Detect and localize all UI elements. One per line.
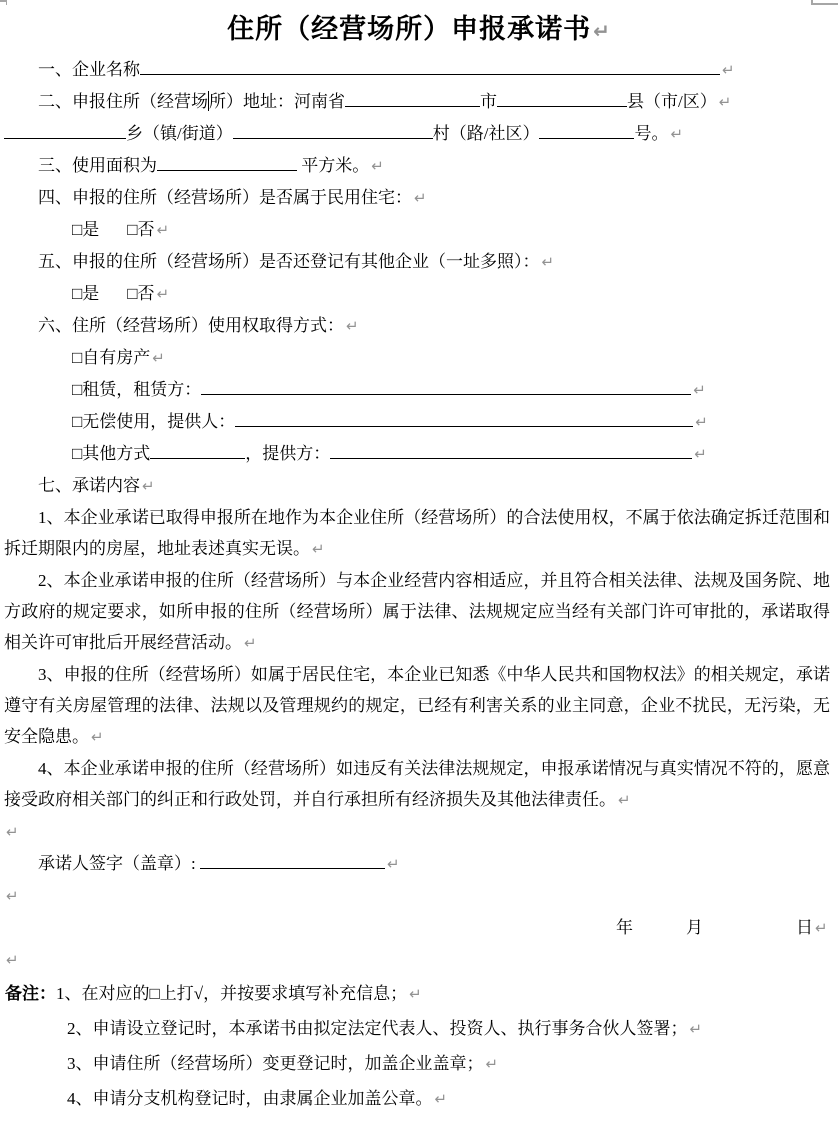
document-title <box>0 5 838 54</box>
paragraph-mark-icon: ↵ <box>815 919 828 937</box>
paragraph-mark-icon: ↵ <box>618 791 631 809</box>
village-blank[interactable] <box>233 121 433 139</box>
address-label-before-caret: 二、申报住所（经营场 <box>38 92 208 111</box>
free-use-checkbox[interactable]: □无偿使用，提供人： <box>72 412 236 431</box>
village-label: 村（路/社区） <box>432 124 540 143</box>
paragraph-mark-icon: ↵ <box>6 823 19 841</box>
form-item-4 <box>4 182 830 214</box>
window-edge-fragment-right <box>811 0 838 5</box>
paragraph-mark-icon: ↵ <box>6 887 19 905</box>
other-method-checkbox[interactable]: □其他方式 <box>72 444 151 463</box>
paragraph-mark-icon: ↵ <box>722 61 735 79</box>
paragraph-mark-icon: ↵ <box>409 985 422 1003</box>
area-blank[interactable] <box>157 153 297 171</box>
option-own-property-row <box>4 342 830 374</box>
other-method-blank[interactable] <box>150 441 245 459</box>
window-edge-fragment-left <box>0 0 7 5</box>
note-row-3 <box>5 1046 838 1081</box>
paragraph-mark-icon: ↵ <box>414 189 427 207</box>
commitment-text-2: 2、本企业承诺申报的住所（经营场所）与本企业经营内容相适应，并且符合相关法律、法规及国务院、地方政府的规定要求，如所申报的住所（经营场所）属于法律、法规规定应当经有关部门许可审批的，承诺取得相关许可审批后开展经营活动。 <box>4 571 830 652</box>
paragraph-mark-icon: ↵ <box>695 413 708 431</box>
paragraph-mark-icon: ↵ <box>386 855 400 873</box>
paragraph-mark-icon: ↵ <box>156 285 170 303</box>
no-checkbox-q5[interactable]: □否 <box>127 284 155 303</box>
document-title-text: 住所（经营场所）申报承诺书 <box>227 14 592 44</box>
paragraph-mark-icon: ↵ <box>541 253 555 271</box>
city-label: 市 <box>480 92 497 111</box>
paragraph-mark-icon: ↵ <box>6 951 19 969</box>
note-row-1 <box>5 976 838 1011</box>
township-blank[interactable] <box>4 121 126 139</box>
own-property-checkbox[interactable]: □自有房产 <box>72 348 151 367</box>
notes-section <box>0 976 838 1116</box>
provider-party-blank[interactable] <box>330 441 692 459</box>
paragraph-mark-icon: ↵ <box>371 157 384 175</box>
township-label: 乡（镇/街道） <box>126 124 233 143</box>
note-text-1: 1、在对应的□上打√，并按要求填写补充信息； <box>56 984 408 1003</box>
paragraph-mark-icon: ↵ <box>244 634 257 652</box>
note-row-4 <box>5 1081 838 1116</box>
commitment-paragraph-3 <box>4 659 830 753</box>
paragraph-mark-icon: ↵ <box>670 125 684 143</box>
company-name-blank[interactable] <box>140 57 720 75</box>
paragraph-mark-icon: ↵ <box>689 1020 703 1038</box>
form-item-5-options <box>4 278 830 310</box>
other-provider-label: ，提供方： <box>245 444 331 463</box>
commitment-paragraph-4 <box>4 753 830 816</box>
paragraph-mark-icon: ↵ <box>694 445 707 463</box>
notes-label: 备注： <box>5 984 56 1003</box>
provider-person-blank[interactable] <box>235 409 693 427</box>
company-name-label: 一、企业名称 <box>38 60 140 79</box>
year-label: 年 <box>616 918 633 937</box>
paragraph-mark-icon: ↵ <box>152 349 165 367</box>
option-other-row <box>4 438 830 470</box>
option-free-use-row <box>4 406 830 438</box>
paragraph-mark-icon: ↵ <box>718 93 732 111</box>
empty-paragraph <box>4 816 830 848</box>
form-item-1 <box>4 54 830 86</box>
note-row-2 <box>5 1011 838 1046</box>
form-item-7 <box>4 470 830 502</box>
form-body <box>0 54 838 976</box>
commitment-text-3: 3、申报的住所（经营场所）如属于居民住宅，本企业已知悉《中华人民共和国物权法》的相关规定，承诺遵守有关房屋管理的法律、法规以及管理规约的规定，已经有利害关系的业主同意，企业不扰民，无污染，无安全隐患。 <box>4 665 830 746</box>
empty-paragraph <box>4 944 830 976</box>
county-label: 县（市/区） <box>627 92 717 111</box>
residential-question-label: 四、申报的住所（经营场所）是否属于民用住宅： <box>38 188 412 207</box>
no-checkbox-q4[interactable]: □否 <box>127 220 155 239</box>
note-text-3: 3、申请住所（经营场所）变更登记时，加盖企业盖章； <box>67 1054 484 1073</box>
paragraph-mark-icon: ↵ <box>693 381 706 399</box>
usage-right-question-label: 六、住所（经营场所）使用权取得方式： <box>38 316 344 335</box>
form-item-6 <box>4 310 830 342</box>
paragraph-mark-icon: ↵ <box>593 19 611 43</box>
day-label: 日 <box>796 918 813 937</box>
form-item-2 <box>4 86 830 118</box>
lease-checkbox[interactable]: □租赁，租赁方： <box>72 380 202 399</box>
signature-blank[interactable] <box>200 851 385 869</box>
yes-checkbox-q4[interactable]: □是 <box>72 220 100 239</box>
paragraph-mark-icon: ↵ <box>91 728 104 746</box>
month-label: 月 <box>686 918 703 937</box>
commitment-text-4: 4、本企业承诺申报的住所（经营场所）如违反有关法律法规规定，申报承诺情况与真实情况不符的，愿意接受政府相关部门的纠正和行政处罚，并自行承担所有经济损失及其他法律责任。 <box>4 759 830 809</box>
area-unit-label: 平方米。 <box>297 156 370 175</box>
street-number-label: 号。 <box>634 124 669 143</box>
note-text-4: 4、申请分支机构登记时，由隶属企业加盖公章。 <box>67 1089 433 1108</box>
signature-row <box>4 848 830 880</box>
empty-paragraph <box>4 880 830 912</box>
date-row <box>4 912 830 944</box>
paragraph-mark-icon: ↵ <box>142 477 155 495</box>
form-item-5 <box>4 246 830 278</box>
multi-license-question-label: 五、申报的住所（经营场所）是否还登记有其他企业（一址多照）： <box>38 252 540 271</box>
form-item-3 <box>4 150 830 182</box>
paragraph-mark-icon: ↵ <box>156 221 170 239</box>
city-blank[interactable] <box>497 89 627 107</box>
paragraph-mark-icon: ↵ <box>346 317 359 335</box>
province-city-blank[interactable] <box>345 89 480 107</box>
yes-checkbox-q5[interactable]: □是 <box>72 284 100 303</box>
commitment-section-label: 七、承诺内容 <box>38 476 140 495</box>
signature-label: 承诺人签字（盖章）: <box>38 854 200 873</box>
commitment-paragraph-2 <box>4 565 830 659</box>
form-item-4-options <box>4 214 830 246</box>
street-number-blank[interactable] <box>539 121 634 139</box>
address-label-after-caret: 所）地址：河南省 <box>209 92 345 111</box>
paragraph-mark-icon: ↵ <box>434 1090 448 1108</box>
paragraph-mark-icon: ↵ <box>312 540 325 558</box>
lessor-blank[interactable] <box>201 377 691 395</box>
form-item-2-continuation <box>4 118 830 150</box>
option-lease-row <box>4 374 830 406</box>
area-label: 三、使用面积为 <box>38 156 157 175</box>
paragraph-mark-icon: ↵ <box>485 1055 499 1073</box>
commitment-paragraph-1 <box>4 502 830 565</box>
commitment-text-1: 1、本企业承诺已取得申报所在地作为本企业住所（经营场所）的合法使用权，不属于依法确定拆迁范围和拆迁期限内的房屋，地址表述真实无误。 <box>4 508 830 558</box>
note-text-2: 2、申请设立登记时，本承诺书由拟定法定代表人、投资人、执行事务合伙人签署； <box>67 1019 688 1038</box>
